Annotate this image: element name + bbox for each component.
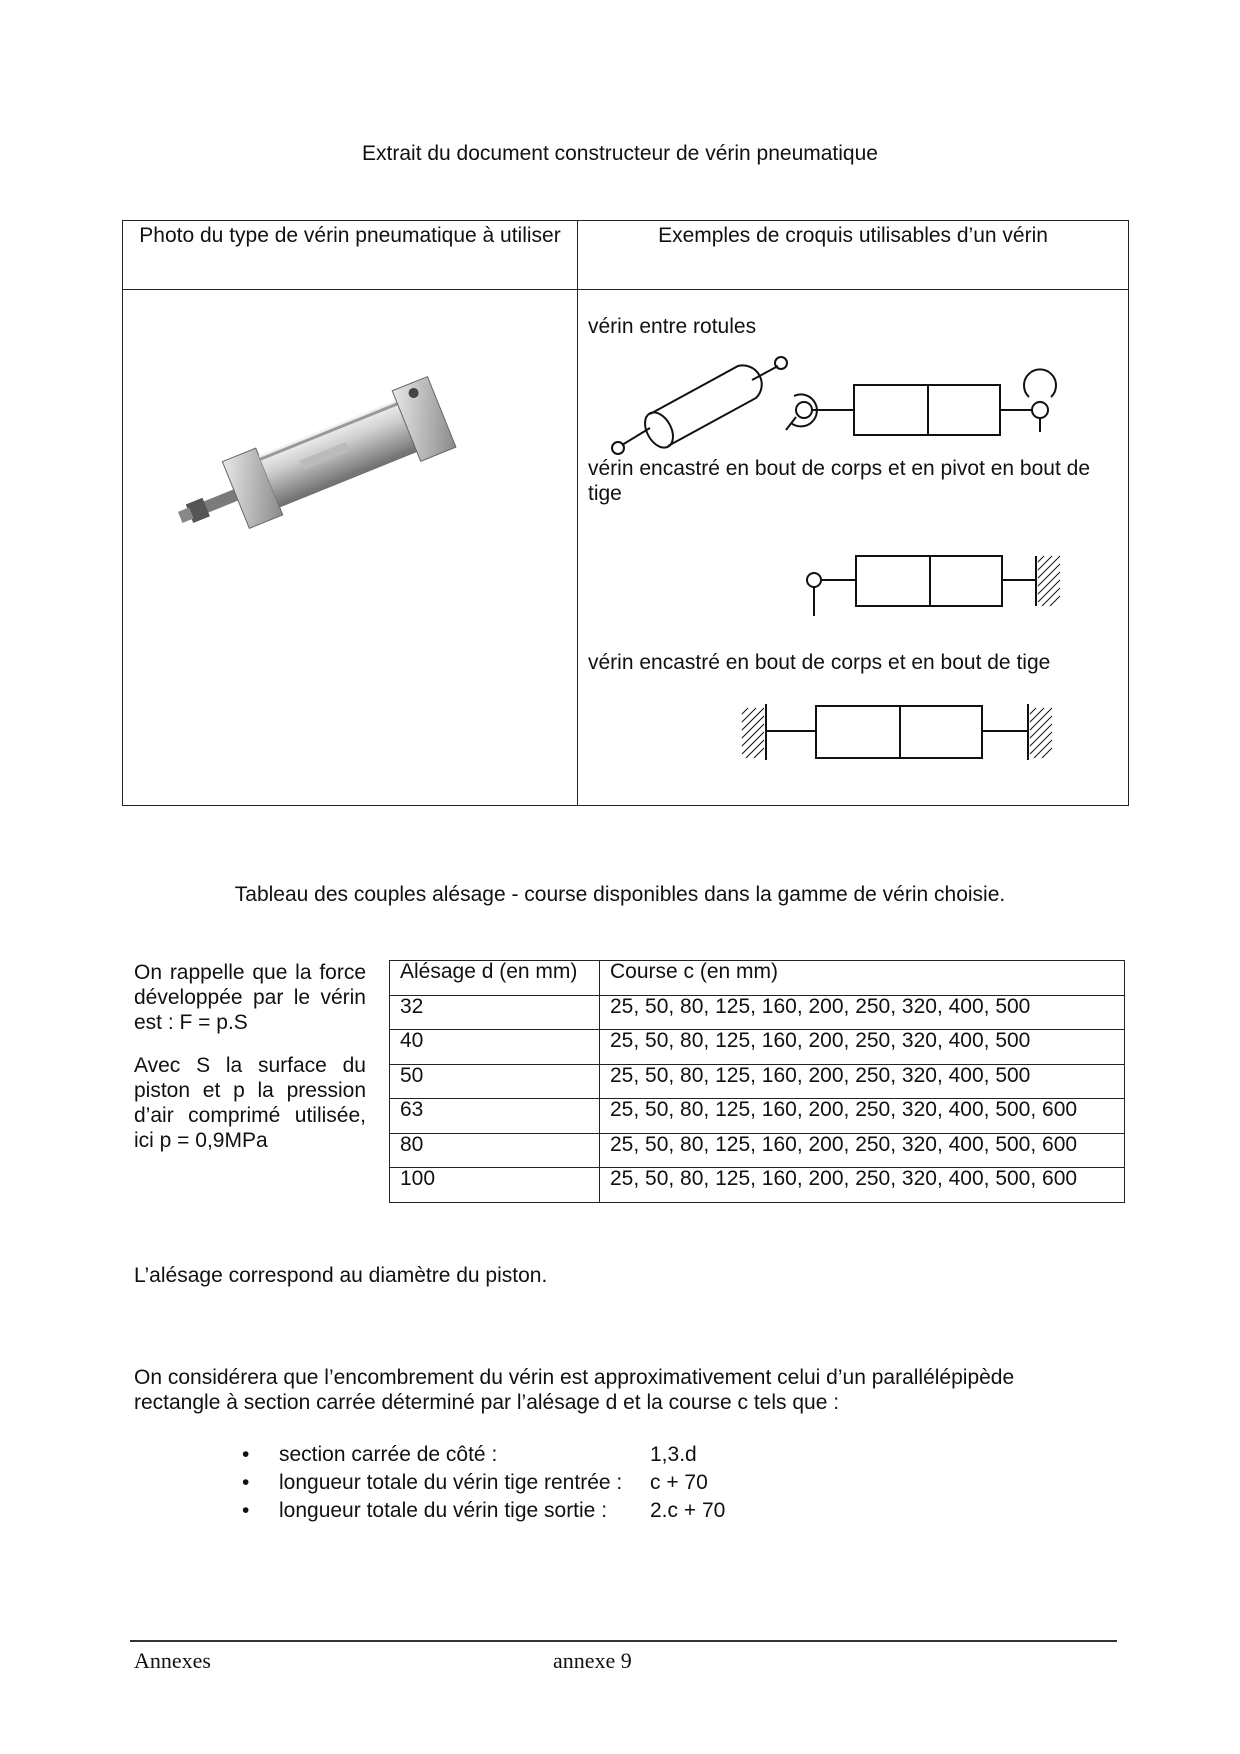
bore-cell: 100	[390, 1168, 600, 1203]
size-intro: On considérera que l’encombrement du vérin est approximativement celui d’un parallélépipède rectangle à section carrée déterminé par l’alésage d et la course c tels que :	[134, 1366, 1015, 1414]
cylinder-fixed-body-pivot-rod-sketch	[798, 546, 1088, 630]
photo-header: Photo du type de vérin pneumatique à utiliser	[139, 224, 561, 247]
bullet-icon: •	[242, 1471, 250, 1494]
bullet-icon: •	[242, 1499, 250, 1522]
table-row	[390, 995, 1125, 1030]
cylinder-ball-joints-sketch	[598, 346, 1068, 466]
sketch-table	[122, 220, 1129, 806]
stroke-cell: 25, 50, 80, 125, 160, 200, 250, 320, 400, 500, 600	[600, 1133, 1125, 1168]
sketch-label-pivot-rod: vérin encastré en bout de corps et en pivot en bout de tige	[588, 457, 1091, 505]
rule-label: section carrée de côté :	[279, 1443, 498, 1466]
footer-page-label: annexe 9	[553, 1648, 632, 1673]
sketch-label-ball-joints: vérin entre rotules	[588, 315, 757, 338]
sketch-header: Exemples de croquis utilisables d’un vérin	[658, 224, 1048, 247]
rule-value: 1,3.d	[650, 1443, 697, 1466]
bore-cell: 32	[390, 995, 600, 1030]
table-header-row	[390, 961, 1125, 996]
table-row	[390, 1030, 1125, 1065]
stroke-cell: 25, 50, 80, 125, 160, 200, 250, 320, 400, 500	[600, 1030, 1125, 1065]
stroke-cell: 25, 50, 80, 125, 160, 200, 250, 320, 400, 500, 600	[600, 1099, 1125, 1134]
rule-value: c + 70	[650, 1471, 708, 1494]
table-row	[390, 1099, 1125, 1134]
bore-definition: L’alésage correspond au diamètre du piston.	[134, 1264, 548, 1287]
bore-cell: 50	[390, 1064, 600, 1099]
bore-stroke-table	[389, 960, 1125, 1203]
stroke-cell: 25, 50, 80, 125, 160, 200, 250, 320, 400, 500, 600	[600, 1168, 1125, 1203]
pneumatic-cylinder-photo	[153, 368, 463, 574]
table-header-bore: Alésage d (en mm)	[390, 961, 600, 996]
footer-divider	[130, 1640, 1117, 1642]
rule-label: longueur totale du vérin tige rentrée :	[279, 1471, 623, 1494]
bore-cell: 40	[390, 1030, 600, 1065]
rule-label: longueur totale du vérin tige sortie :	[279, 1499, 608, 1522]
table-row	[390, 1133, 1125, 1168]
force-note	[134, 960, 366, 1171]
force-note-p1: On rappelle que la force développée par le vérin est : F = p.S	[134, 961, 366, 1034]
document-title: Extrait du document constructeur de vérin pneumatique	[362, 142, 878, 165]
sketch-header-cell	[578, 221, 1129, 290]
photo-header-cell	[123, 221, 578, 290]
table-row	[390, 1064, 1125, 1099]
sketch-label-fixed-both: vérin encastré en bout de corps et en bout de tige	[588, 651, 1051, 674]
table-header-stroke: Course c (en mm)	[600, 961, 1125, 996]
rule-value: 2.c + 70	[650, 1499, 726, 1522]
bore-cell: 63	[390, 1099, 600, 1134]
force-note-p2: Avec S la surface du piston et p la pression d’air comprimé utilisée, ici p = 0,9MPa	[134, 1054, 366, 1152]
stroke-cell: 25, 50, 80, 125, 160, 200, 250, 320, 400, 500	[600, 1064, 1125, 1099]
bore-cell: 80	[390, 1133, 600, 1168]
footer-section-label: Annexes	[134, 1648, 211, 1673]
sketches-cell	[578, 290, 1129, 806]
photo-cell	[123, 290, 578, 806]
section2-title: Tableau des couples alésage - course disponibles dans la gamme de vérin choisie.	[234, 883, 1006, 906]
table-row	[390, 1168, 1125, 1203]
stroke-cell: 25, 50, 80, 125, 160, 200, 250, 320, 400, 500	[600, 995, 1125, 1030]
bullet-icon: •	[242, 1443, 250, 1466]
cylinder-fixed-both-ends-sketch	[738, 698, 1058, 766]
